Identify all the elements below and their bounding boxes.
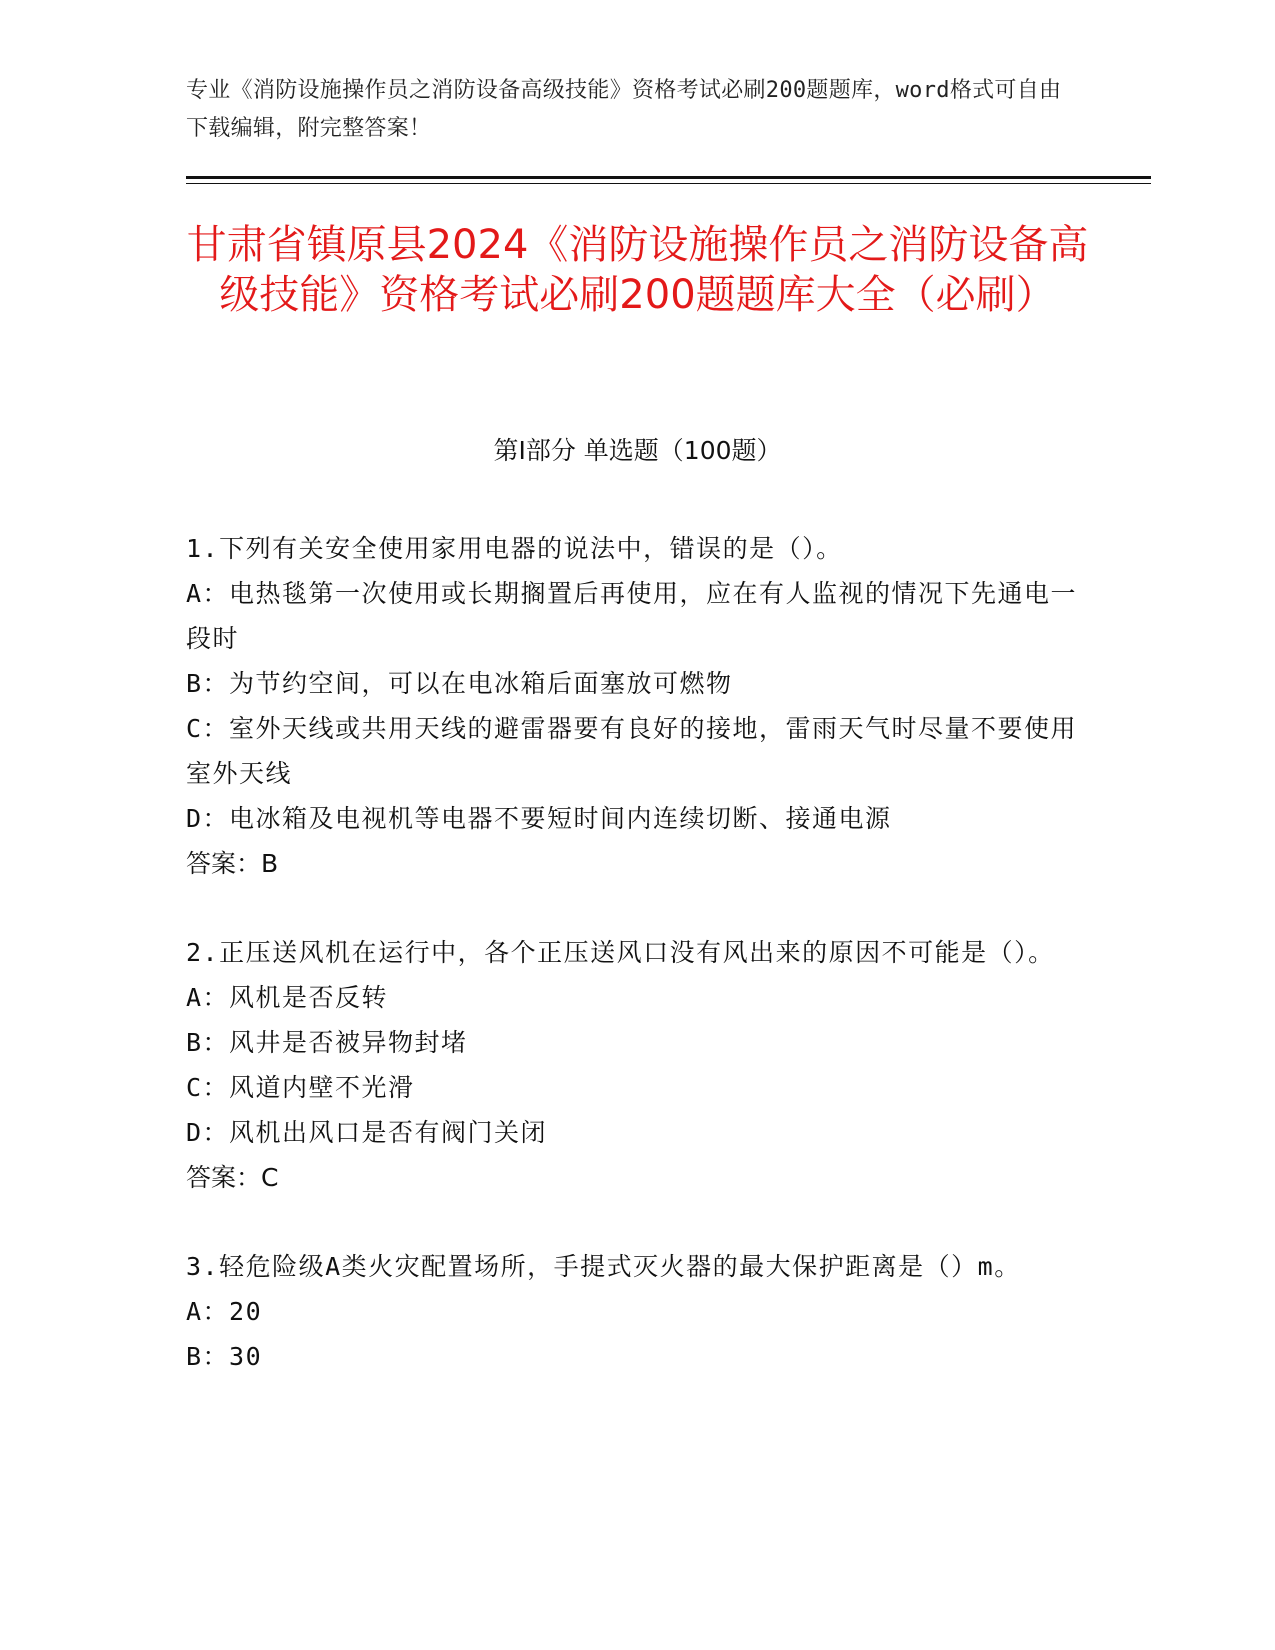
header-rule-thin [186, 183, 1151, 184]
option-c: C：室外天线或共用天线的避雷器要有良好的接地，雷雨天气时尽量不要使用室外天线 [186, 714, 1078, 788]
option-b: B：风井是否被异物封堵 [186, 1028, 468, 1057]
question-1 [186, 526, 1086, 886]
option-b: B：为节约空间，可以在电冰箱后面塞放可燃物 [186, 669, 733, 698]
header-rule-thick [186, 176, 1151, 179]
question-stem: 2.正压送风机在运行中，各个正压送风口没有风出来的原因不可能是（）。 [186, 938, 1055, 967]
header-note: 专业《消防设施操作员之消防设备高级技能》资格考试必刷200题题库，word格式可自由下载编辑，附完整答案！ [186, 78, 1062, 141]
option-d: D：电冰箱及电视机等电器不要短时间内连续切断、接通电源 [186, 804, 892, 833]
question-2 [186, 930, 1086, 1200]
question-3 [186, 1244, 1086, 1379]
answer-line: 答案：C [186, 1163, 279, 1192]
answer-line: 答案：B [186, 849, 279, 878]
question-list [186, 526, 1086, 1423]
option-b: B：30 [186, 1342, 263, 1371]
document-title: 甘肃省镇原县2024《消防设施操作员之消防设备高级技能》资格考试必刷200题题库大全（必刷） [186, 222, 1089, 318]
section-heading: 第Ⅰ部分 单选题（100题） [493, 436, 782, 465]
option-a: A：20 [186, 1297, 263, 1326]
option-a: A：电热毯第一次使用或长期搁置后再使用，应在有人监视的情况下先通电一段时 [186, 579, 1078, 653]
question-stem: 1.下列有关安全使用家用电器的说法中，错误的是（）。 [186, 534, 843, 563]
option-a: A：风机是否反转 [186, 983, 389, 1012]
question-stem: 3.轻危险级A类火灾配置场所，手提式灭火器的最大保护距离是（）m。 [186, 1252, 1021, 1281]
option-c: C：风道内壁不光滑 [186, 1073, 415, 1102]
option-d: D：风机出风口是否有阀门关闭 [186, 1118, 548, 1147]
